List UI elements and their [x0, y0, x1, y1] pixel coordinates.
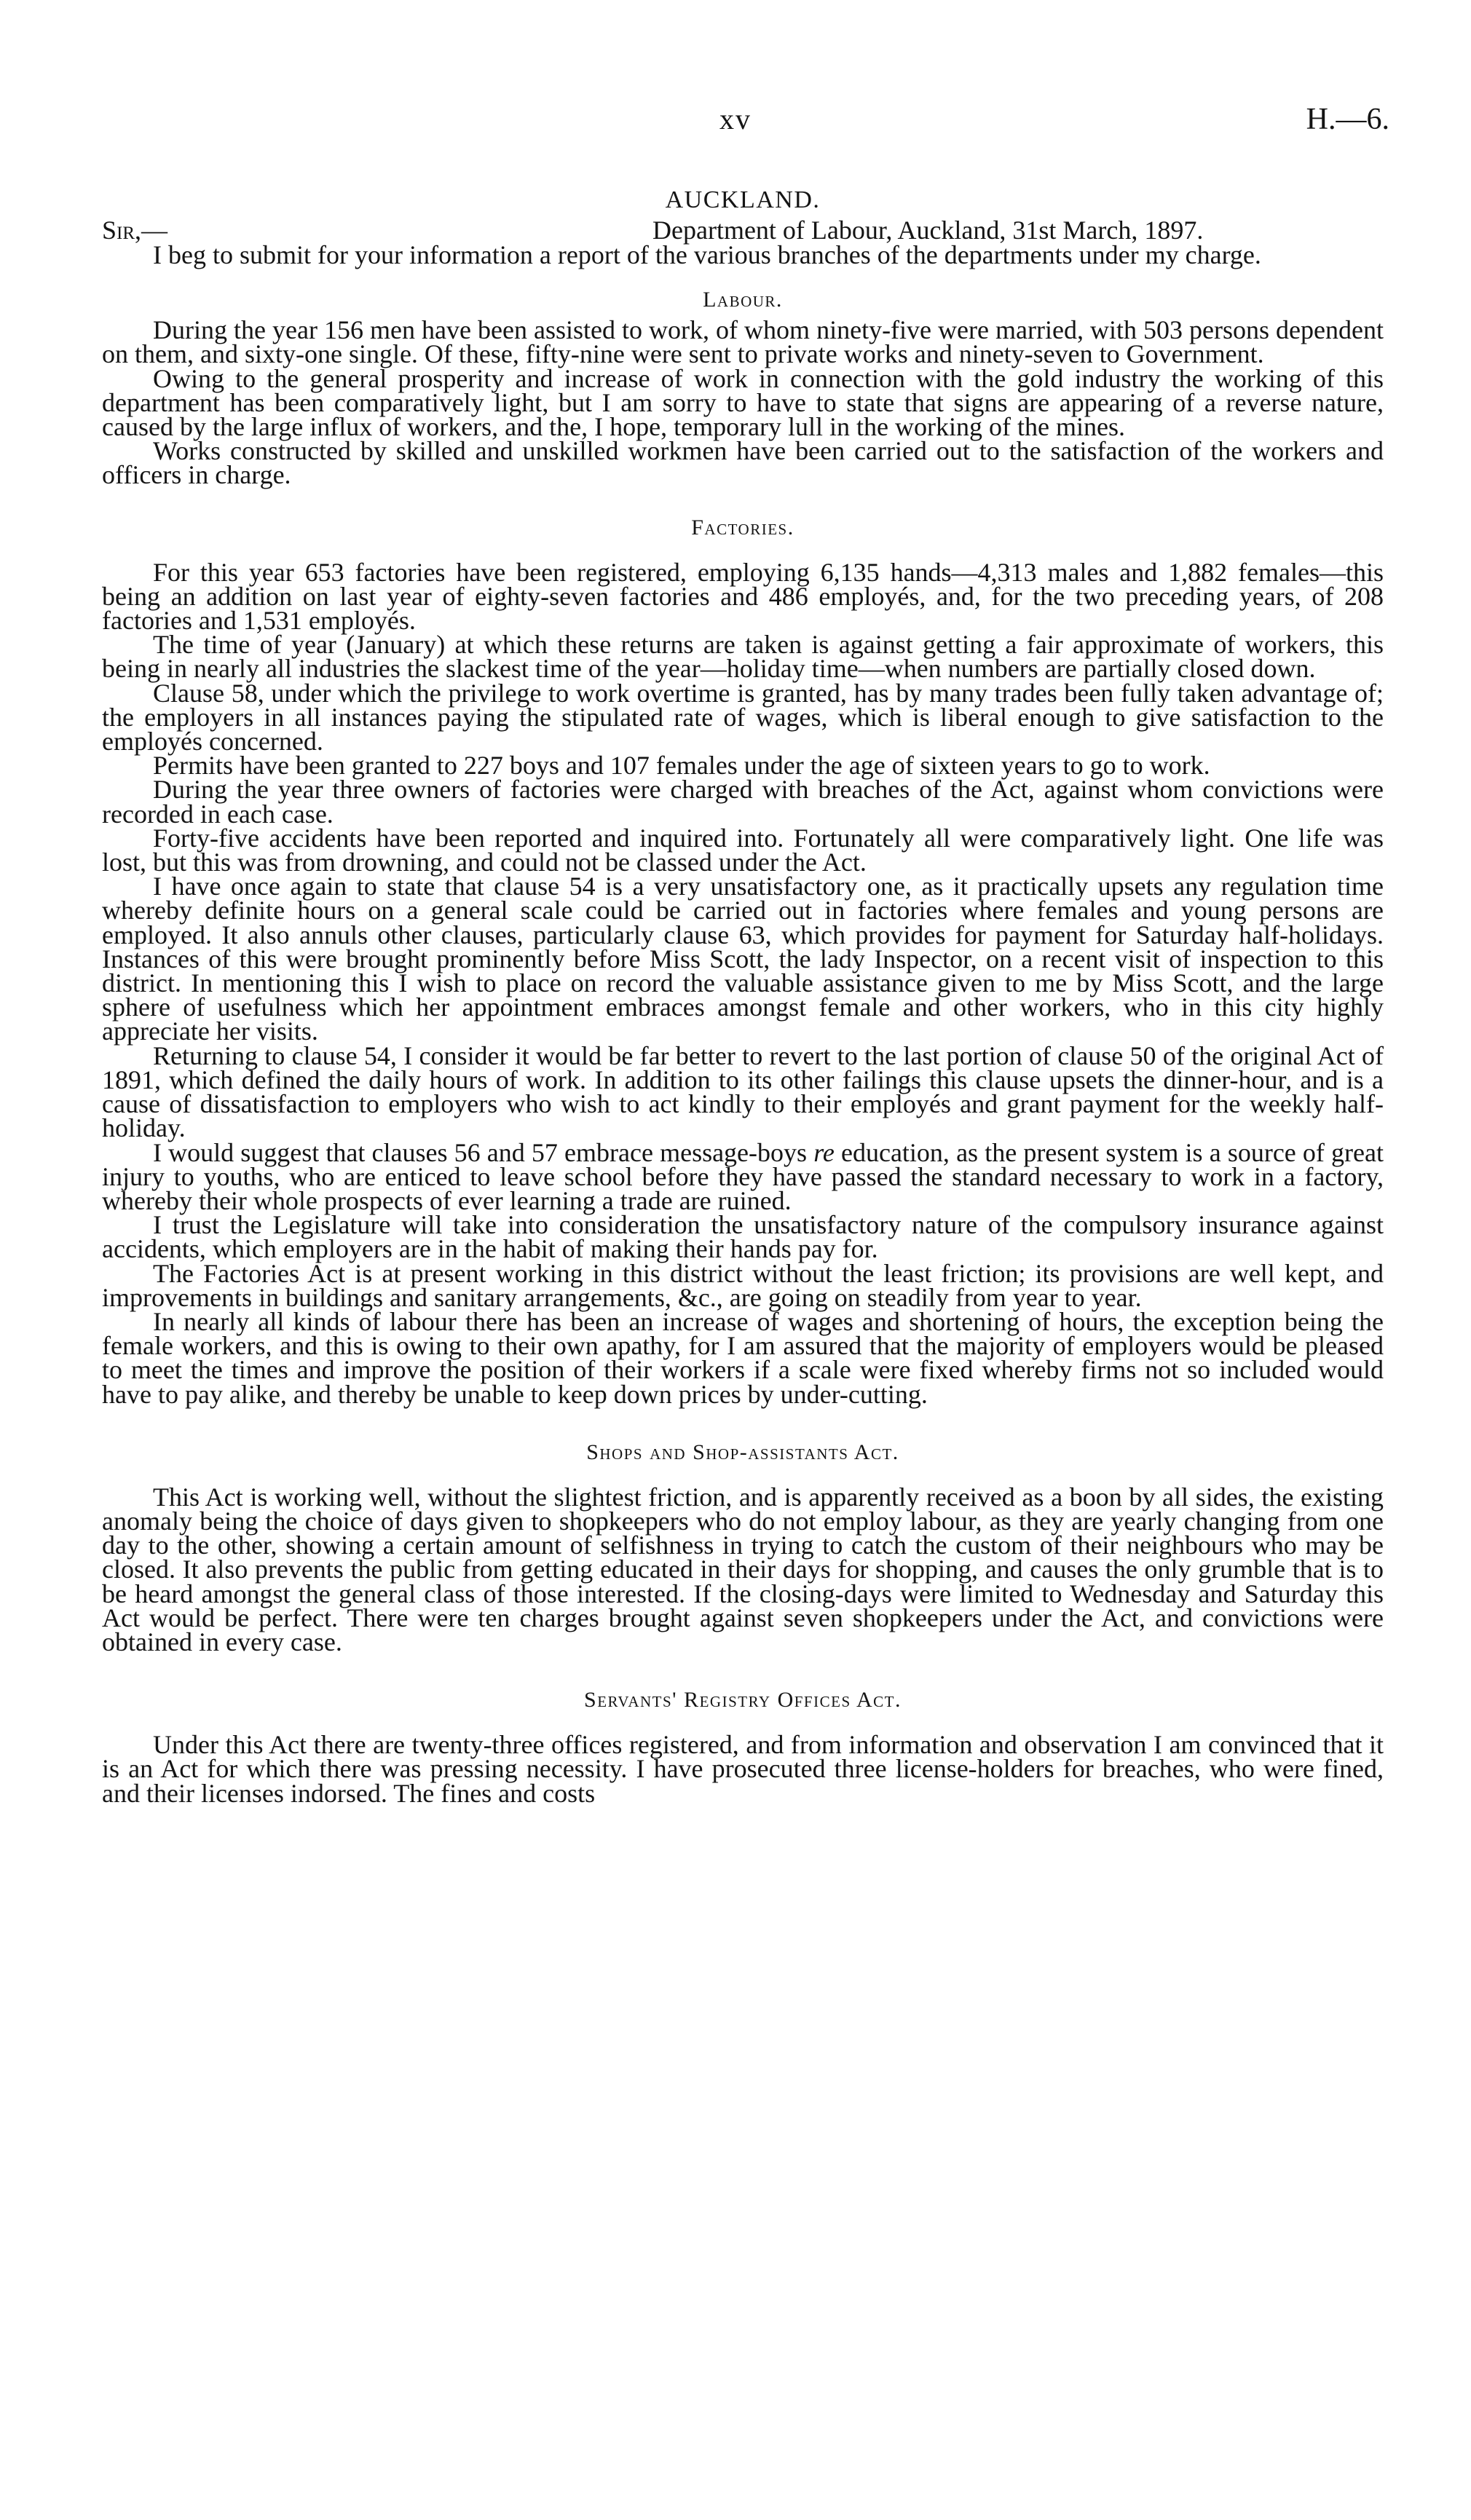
paragraph: Forty-five accidents have been reported and inquired into. Fortunately all were comparatively light. One life was lost, but this was from drowning, and could not be classed under the Act.	[102, 823, 1384, 877]
document-reference: H.—6.	[1306, 103, 1389, 136]
section-heading-servants: Servants' Registry Offices Act.	[584, 1688, 902, 1713]
section-heading-factories: Factories.	[691, 515, 794, 540]
paragraph: Permits have been granted to 227 boys and 107 females under the age of sixteen years to go to work.	[153, 751, 1210, 781]
paragraph: I trust the Legislature will take into consideration the unsatisfactory nature of the compulsory insurance against accidents, which employers are in the habit of making their hands pay for.	[102, 1210, 1384, 1264]
place-heading: AUCKLAND.	[665, 186, 821, 213]
paragraph: Owing to the general prosperity and increase of work in connection with the gold industry the working of this department has been comparatively light, but I am sorry to have to state that signs are appearing of a reverse nature, caused by the large influx of workers, and the, I hope, temporary lull in the working of the mines.	[102, 363, 1384, 442]
paragraph: I have once again to state that clause 54 is a very unsatisfactory one, as it practically upsets any regulation time whereby definite hours on a general scale could be carried out in factories where females and young persons are employed. It also annuls other clauses, particularly clause 63, which provides for payment for Saturday half-holidays. Instances of this were brought prominently before Miss Scott, the lady Inspector, on a recent visit of inspection to this district. In mentioning this I wish to place on record the valuable assistance given to me by Miss Scott, and the large sphere of usefulness which her appointment embraces amongst female and other workers, who in this city highly appreciate her visits.	[102, 872, 1384, 1046]
paragraph: For this year 653 factories have been registered, employing 6,135 hands—4,313 males and 1,882 females—this being an addition on last year of eighty-seven factories and 486 employés, and, for the two preceding years, of 208 factories and 1,531 employés.	[102, 557, 1384, 636]
paragraph: The time of year (January) at which these returns are taken is against getting a fair approximate of workers, this being in nearly all industries the slackest time of the year—holiday time—when numbers are partially closed down.	[102, 630, 1384, 684]
page-header	[0, 102, 1471, 146]
education-paragraph: I would suggest that clauses 56 and 57 embrace message-boys re education, as the present system is a source of great injury to youths, who are enticed to leave school before they have passed the standard necessary to work in a factory, whereby their whole prospects of ever learning a trade are ruined.	[102, 1137, 1384, 1215]
dateline: Department of Labour, Auckland, 31st March, 1897.	[652, 216, 1204, 245]
salutation-row	[102, 218, 1384, 243]
intro-paragraph: I beg to submit for your information a report of the various branches of the departments under my charge.	[153, 240, 1261, 269]
paragraph: Under this Act there are twenty-three offices registered, and from information and observation I am convinced that it is an Act for which there was pressing necessity. I have prosecuted three license-holders for breaches, who were fined, and their licenses indorsed. The fines and costs	[102, 1730, 1384, 1808]
page-number: xv	[719, 103, 752, 135]
paragraph: Returning to clause 54, I consider it would be far better to revert to the last portion of clause 50 of the original Act of 1891, which defined the daily hours of work. In addition to its other failings this clause upsets the dinner-hour, and is a cause of dissatisfaction to employers who wish to act kindly to their employés and grant payment for the weekly half-holiday.	[102, 1040, 1384, 1143]
paragraph: During the year 156 men have been assisted to work, of whom ninety-five were married, with 503 persons dependent on them, and sixty-one single. Of these, fifty-nine were sent to private works and ninety-seven to Government.	[102, 315, 1384, 369]
paragraph: In nearly all kinds of labour there has been an increase of wages and shortening of hours, the exception being the female workers, and this is owing to their own apathy, for I am assured that the majority of employers would be pleased to meet the times and improve the position of their workers if a scale were fixed whereby firms not so included would have to pay alike, and thereby be unable to keep down prices by under-cutting.	[102, 1306, 1384, 1409]
paragraph: The Factories Act is at present working in this district without the least friction; its provisions are well kept, and improvements in buildings and sanitary arrangements, &c., are going on steadily from year to year.	[102, 1258, 1384, 1312]
paragraph: This Act is working well, without the slightest friction, and is apparently received as a boon by all sides, the existing anomaly being the choice of days given to shopkeepers who do not employ labour, as they are yearly changing from one day to the other, showing a certain amount of selfishness in trying to catch the custom of their neighbours who may be closed. It also prevents the public from getting educated in their days for shopping, and causes the only grumble that is to be heard amongst the general class of those interested. If the closing-days were limited to Wednesday and Saturday this Act would be perfect. There were ten charges brought against seven shopkeepers under the Act, and convictions were obtained in every case.	[102, 1482, 1384, 1656]
document-body	[102, 188, 1384, 1806]
section-heading-labour: Labour.	[703, 288, 783, 312]
paragraph: During the year three owners of factories were charged with breaches of the Act, against whom convictions were recorded in each case.	[102, 775, 1384, 829]
paragraph: Works constructed by skilled and unskilled workmen have been carried out to the satisfaction of the workers and officers in charge.	[102, 436, 1384, 490]
section-heading-shops: Shops and Shop-assistants Act.	[586, 1439, 899, 1464]
paragraph: Clause 58, under which the privilege to work overtime is granted, has by many trades been fully taken advantage of; the employers in all instances paying the stipulated rate of wages, which is liberal enough to give satisfaction to the employés concerned.	[102, 678, 1384, 757]
salutation: Sir,—	[102, 216, 168, 245]
